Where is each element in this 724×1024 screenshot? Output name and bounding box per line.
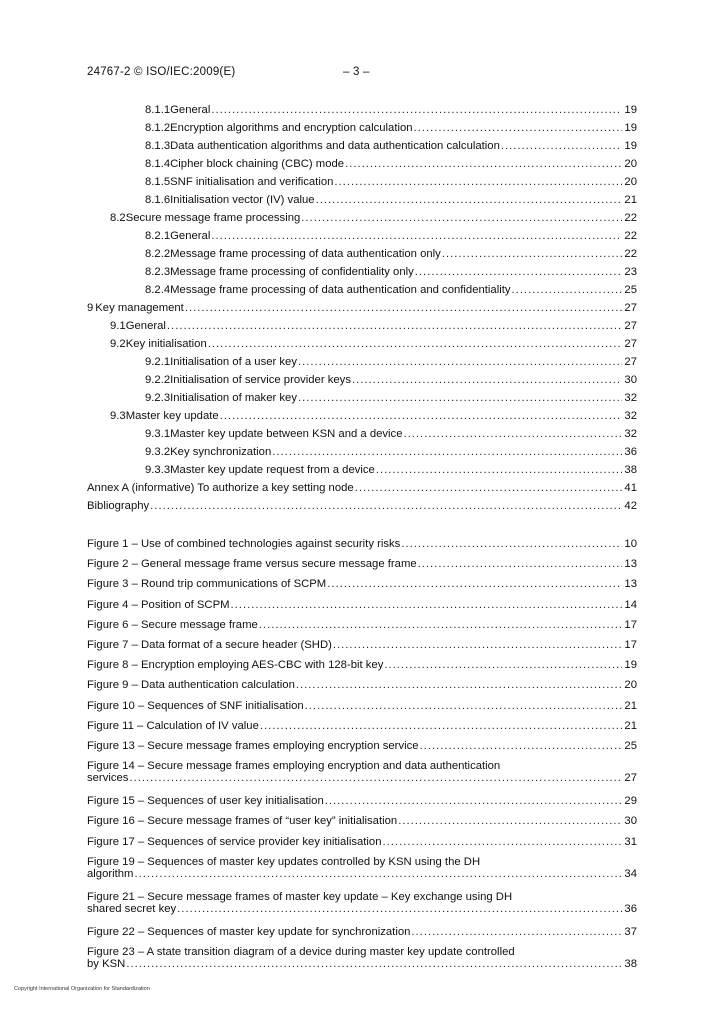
toc-entry-number: 9.2.3 — [145, 392, 171, 404]
dot-leader — [177, 900, 622, 918]
toc-entry-page: 37 — [624, 925, 637, 938]
toc-entry-number: 9.2.1 — [145, 356, 171, 368]
toc-entry-page: 21 — [624, 699, 637, 712]
toc-entry-page: 23 — [624, 266, 637, 278]
toc-entry[interactable] — [145, 263, 637, 281]
toc-entry-title: Figure 2 – General message frame versus secure message frame — [87, 558, 417, 571]
toc-entry[interactable] — [145, 443, 637, 461]
toc-entry-page: 20 — [624, 679, 637, 692]
toc-entry-title: Master key update request from a device — [170, 464, 375, 476]
toc-entry[interactable] — [145, 191, 637, 209]
dot-leader — [333, 636, 622, 654]
toc-entry-page: 41 — [624, 482, 637, 494]
toc-entry[interactable] — [145, 137, 637, 155]
toc-entry-title: Cipher block chaining (CBC) mode — [170, 158, 345, 170]
dot-leader — [501, 137, 622, 155]
dot-leader — [414, 119, 622, 137]
dot-leader — [296, 676, 622, 694]
toc-entry[interactable] — [87, 616, 637, 634]
dot-leader — [301, 209, 622, 227]
toc-entry-page: 21 — [624, 194, 637, 206]
toc-entry-page: 29 — [624, 795, 637, 808]
toc-entry-number: 9.2.2 — [145, 374, 171, 386]
dot-leader — [442, 245, 622, 263]
toc-entry[interactable] — [110, 209, 637, 227]
toc-entry-number: 9.3.3 — [145, 464, 171, 476]
page-header — [87, 66, 370, 78]
toc-entry-page: 22 — [624, 230, 637, 242]
dot-leader — [418, 555, 622, 573]
toc-entry-page: 14 — [624, 598, 637, 611]
toc-entry[interactable] — [87, 636, 637, 654]
toc-entry[interactable] — [87, 555, 637, 573]
toc-entry-number: 8.2 — [110, 212, 126, 224]
dot-leader — [272, 443, 622, 461]
toc-entry-title: by KSN — [87, 958, 126, 970]
toc-entry-page: 30 — [624, 374, 637, 386]
toc-entry-page: 13 — [624, 558, 637, 571]
toc-entry-page: 20 — [624, 176, 637, 188]
toc-entry-page: 19 — [624, 122, 637, 134]
dot-leader — [415, 263, 622, 281]
toc-entry-title: Figure 7 – Data format of a secure header (SHD) — [87, 639, 332, 651]
toc-entry-number: 9.1 — [110, 320, 126, 332]
document-id: 24767-2 © ISO/IEC:2009(E) — [87, 66, 236, 78]
toc-entry-page: 25 — [624, 740, 637, 752]
toc-entry[interactable] — [110, 317, 637, 335]
toc-entry-page: 36 — [624, 446, 637, 458]
toc-entry[interactable] — [145, 245, 637, 263]
toc-entry-page: 27 — [624, 356, 637, 368]
dot-leader — [259, 616, 622, 634]
toc-entry-number: 8.1.5 — [145, 176, 171, 188]
toc-entry[interactable] — [87, 656, 637, 674]
toc-entry-title: Bibliography — [87, 500, 150, 512]
toc-entry[interactable] — [110, 335, 637, 353]
toc-entry[interactable] — [87, 792, 637, 810]
toc-entry[interactable] — [87, 497, 637, 515]
dot-leader — [260, 717, 622, 735]
toc-entry[interactable] — [87, 299, 637, 317]
toc-entry[interactable] — [87, 479, 637, 497]
toc-entry-page: 22 — [624, 212, 637, 224]
toc-entry-title: Master key update — [125, 410, 219, 422]
toc-entry-title: Initialisation of a user key — [170, 356, 297, 368]
toc-entry[interactable] — [87, 697, 637, 715]
figure-entry-title-line[interactable]: Figure 23 – A state transition diagram of a device during master key update controlled — [87, 946, 515, 958]
toc-entry[interactable] — [87, 923, 637, 941]
toc-entry[interactable] — [87, 575, 637, 593]
toc-entry-title: Figure 16 – Secure message frames of “user key” initialisation — [87, 815, 398, 828]
toc-entry-page: 42 — [624, 500, 637, 512]
toc-entry[interactable] — [110, 407, 637, 425]
dot-leader — [220, 407, 622, 425]
toc-entry[interactable] — [87, 833, 637, 851]
toc-entry-title: Figure 1 – Use of combined technologies against security risks — [87, 538, 401, 550]
dot-leader — [512, 281, 622, 299]
toc-entry[interactable] — [145, 155, 637, 173]
dot-leader — [298, 389, 622, 407]
toc-entry-number: 8.1.1 — [145, 104, 171, 116]
toc-entry-title: General — [170, 104, 211, 116]
toc-entry-title: Annex A (informative) To authorize a key setting node — [87, 482, 354, 494]
toc-entry-number: 9 — [87, 302, 94, 314]
toc-entry[interactable] — [87, 535, 637, 553]
toc-entry-title: Figure 15 – Sequences of user key initialisation — [87, 795, 324, 808]
toc-entry-title: Figure 9 – Data authentication calculation — [87, 679, 295, 692]
toc-entry-number: 8.2.1 — [145, 230, 171, 242]
toc-entry-page: 27 — [624, 302, 637, 314]
toc-entry-page: 17 — [624, 639, 637, 651]
toc-entry[interactable] — [145, 371, 637, 389]
toc-entry-number: 8.2.2 — [145, 248, 171, 260]
toc-entry-title: services — [87, 772, 129, 785]
figure-entry-title-line[interactable]: Figure 21 – Secure message frames of master key update – Key exchange using DH — [87, 890, 513, 903]
toc-entry-title: Encryption algorithms and encryption calculation — [170, 122, 413, 134]
toc-entry[interactable] — [87, 812, 637, 830]
toc-entry-title: Figure 13 – Secure message frames employing encryption service — [87, 740, 419, 752]
toc-entry-page: 32 — [624, 410, 637, 422]
toc-entry-page: 32 — [624, 428, 637, 440]
toc-entry[interactable] — [145, 281, 637, 299]
toc-entry-title: Secure message frame processing — [125, 212, 301, 224]
toc-entry-page: 27 — [624, 320, 637, 332]
page-number: – 3 – — [343, 66, 370, 78]
dot-leader — [211, 101, 622, 119]
dot-leader — [208, 335, 622, 353]
dot-leader — [401, 535, 622, 553]
toc-entry[interactable] — [87, 676, 637, 694]
toc-entry[interactable] — [87, 737, 637, 755]
dot-leader — [411, 923, 622, 941]
toc-entry-page: 10 — [624, 538, 637, 550]
dot-leader — [384, 656, 622, 674]
toc-entry[interactable] — [145, 461, 637, 479]
dot-leader — [376, 461, 622, 479]
toc-entry-page: 30 — [624, 815, 637, 828]
toc-entry-title: Figure 8 – Encryption employing AES-CBC with 128-bit key — [87, 659, 384, 672]
toc-entry[interactable] — [87, 769, 637, 787]
toc-entry-title: shared secret key — [87, 902, 177, 915]
toc-entry-title: Initialisation of service provider keys — [170, 374, 351, 386]
toc-entry-number: 8.2.4 — [145, 284, 171, 296]
dot-leader — [352, 371, 622, 389]
toc-entry-number: 8.2.3 — [145, 266, 171, 278]
toc-entry[interactable] — [87, 955, 637, 973]
toc-entry-number: 8.1.4 — [145, 158, 171, 170]
toc-entry[interactable] — [145, 119, 637, 137]
toc-entry-page: 19 — [624, 140, 637, 152]
toc-entry-page: 25 — [624, 284, 637, 296]
toc-entry-title: Message frame processing of data authentication only — [170, 248, 441, 260]
toc-entry-page: 20 — [624, 158, 637, 170]
toc-entry-page: 38 — [624, 958, 637, 970]
toc-entry-title: General — [125, 320, 166, 332]
toc-entry-title: Key management — [95, 302, 184, 314]
toc-entry-page: 22 — [624, 248, 637, 260]
dot-leader — [150, 497, 622, 515]
toc-entry-title: Message frame processing of confidentiality only — [170, 266, 414, 278]
toc-entry-title: Message frame processing of data authentication and confidentiality — [170, 284, 511, 296]
dot-leader — [185, 299, 622, 317]
toc-entry[interactable] — [145, 173, 637, 191]
toc-entry-title: Figure 22 – Sequences of master key update for synchronization — [87, 925, 411, 938]
toc-entry[interactable] — [145, 101, 637, 119]
toc-entry[interactable] — [145, 353, 637, 371]
dot-leader — [231, 596, 622, 614]
toc-entry-page: 21 — [624, 719, 637, 732]
toc-entry-title: Initialisation vector (IV) value — [170, 194, 315, 206]
toc-entry-title: Key synchronization — [170, 446, 272, 458]
toc-entry-title: Master key update between KSN and a device — [170, 428, 403, 440]
dot-leader — [420, 737, 622, 755]
toc-entry-title: Key initialisation — [125, 338, 207, 350]
toc-entry-title: Initialisation of maker key — [170, 392, 297, 404]
toc-entry-title: algorithm — [87, 867, 134, 880]
toc-entry-page: 38 — [624, 464, 637, 476]
dot-leader — [355, 479, 622, 497]
toc-entry[interactable] — [87, 717, 637, 735]
dot-leader — [211, 227, 622, 245]
toc-entry-number: 9.2 — [110, 338, 126, 350]
toc-entry-page: 36 — [624, 902, 637, 915]
dot-leader — [167, 317, 622, 335]
toc-entry-number: 8.1.3 — [145, 140, 171, 152]
toc-entry-title: Figure 17 – Sequences of service provider key initialisation — [87, 835, 382, 848]
toc-entry-page: 31 — [624, 835, 637, 848]
toc-entry-title: Figure 11 – Calculation of IV value — [87, 719, 259, 732]
dot-leader — [404, 425, 623, 443]
dot-leader — [129, 769, 622, 787]
copyright-footer: Copyright International Organization for Standardization — [14, 986, 150, 992]
figure-entry-title-line[interactable]: Figure 14 – Secure message frames employing encryption and data authentication — [87, 760, 501, 773]
toc-entry[interactable] — [87, 865, 637, 883]
toc-entry[interactable] — [145, 227, 637, 245]
toc-entry[interactable] — [87, 596, 637, 614]
toc-entry-number: 9.3.1 — [145, 428, 171, 440]
toc-entry-page: 19 — [624, 659, 637, 672]
toc-entry-title: SNF initialisation and verification — [170, 176, 334, 188]
dot-leader — [126, 955, 622, 973]
dot-leader — [345, 155, 622, 173]
toc-entry-page: 27 — [624, 338, 637, 350]
toc-entry-page: 34 — [624, 867, 637, 880]
toc-entry-title: Figure 3 – Round trip communications of SCPM — [87, 578, 327, 591]
dot-leader — [327, 575, 622, 593]
dot-leader — [325, 792, 622, 810]
toc-entry-number: 8.1.6 — [145, 194, 171, 206]
dot-leader — [398, 812, 622, 830]
toc-entry[interactable] — [145, 389, 637, 407]
dot-leader — [134, 865, 622, 883]
toc-entry[interactable] — [87, 900, 637, 918]
dot-leader — [383, 833, 622, 851]
toc-entry-number: 8.1.2 — [145, 122, 171, 134]
toc-entry-page: 27 — [624, 772, 637, 785]
toc-entry-page: 13 — [624, 578, 637, 591]
dot-leader — [305, 697, 622, 715]
figure-entry-title-line[interactable]: Figure 19 – Sequences of master key updates controlled by KSN using the DH — [87, 855, 481, 868]
toc-entry-number: 9.3 — [110, 410, 126, 422]
dot-leader — [298, 353, 622, 371]
toc-entry-title: Figure 6 – Secure message frame — [87, 618, 258, 631]
toc-entry-number: 9.3.2 — [145, 446, 171, 458]
toc-entry-title: Data authentication algorithms and data authentication calculation — [170, 140, 500, 152]
dot-leader — [316, 191, 622, 209]
toc-entry-title: Figure 4 – Position of SCPM — [87, 598, 230, 611]
toc-entry[interactable] — [145, 425, 637, 443]
toc-entry-page: 17 — [624, 618, 637, 631]
dot-leader — [334, 173, 622, 191]
toc-entry-title: General — [170, 230, 211, 242]
toc-entry-page: 19 — [624, 104, 637, 116]
toc-entry-page: 32 — [624, 392, 637, 404]
toc-entry-title: Figure 10 – Sequences of SNF initialisation — [87, 699, 304, 712]
